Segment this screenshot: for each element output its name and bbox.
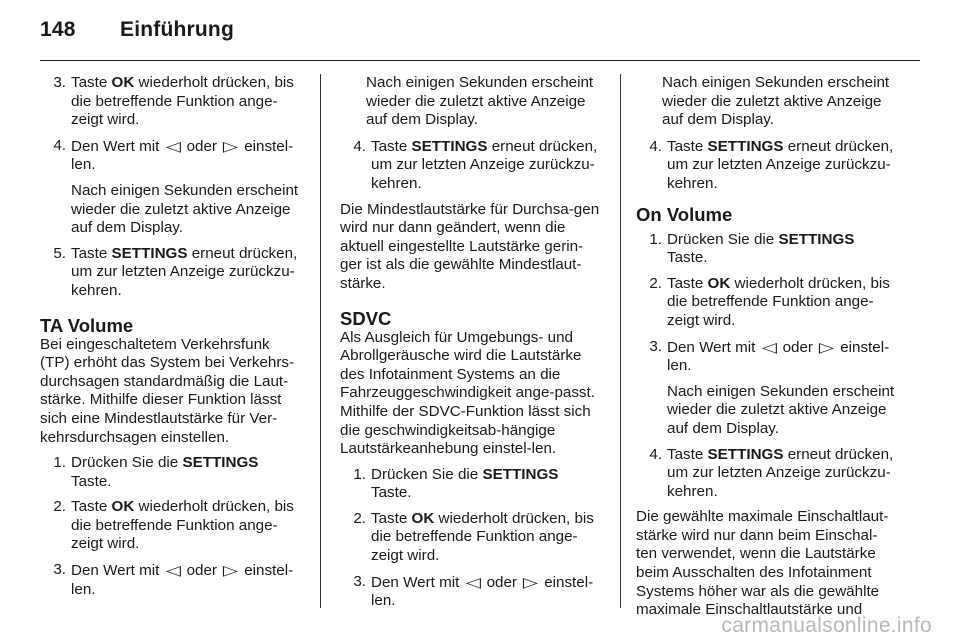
triangle-left-icon: ◁ [465, 573, 481, 590]
key-label-settings: SETTINGS [778, 230, 855, 248]
step-text: Den Wert mit ◁ oder ▷ einstel-len. [667, 338, 890, 375]
triangle-right-icon: ▷ [223, 137, 239, 154]
step-text: Den Wert mit ◁ oder ▷ einstel-len. [371, 573, 594, 610]
list-item [40, 561, 302, 599]
step-note: Nach einigen Sekunden erscheint wieder die zuletzt aktive Anzeige auf dem Display. [366, 74, 594, 129]
step-text: Taste SETTINGS erneut drücken, um zur letzten Anzeige zurückzu-kehren. [371, 137, 598, 192]
step-text: Taste OK wiederholt drücken, bis die betreffende Funktion ange-zeigt wird. [71, 74, 294, 129]
header-rule [40, 60, 920, 61]
key-label-ok: OK [707, 274, 731, 292]
key-label-settings: SETTINGS [707, 137, 784, 155]
paragraph: Die Mindestlautstärke für Durchsa-gen wird nur dann geändert, wenn die aktuell eingestellte Lautstärke gerin-ger ist als die gewählte Mindestlaut-stärke. [340, 200, 600, 292]
step-number: 4. [649, 445, 662, 463]
column-3 [636, 74, 898, 627]
triangle-left-icon: ◁ [165, 137, 181, 154]
section-title-sdvc: SDVC [340, 307, 392, 329]
list-item [40, 74, 302, 130]
list-item [40, 245, 302, 301]
key-label-ok: OK [111, 498, 135, 516]
step-number: 3. [53, 561, 66, 579]
step-number: 3. [649, 337, 662, 355]
key-label-settings: SETTINGS [707, 445, 784, 463]
column-1 [40, 74, 302, 606]
step-number: 2. [353, 509, 366, 527]
list-item [340, 138, 602, 194]
list-item [340, 466, 602, 503]
column-divider [620, 74, 621, 608]
step-text: Taste SETTINGS erneut drücken, um zur letzten Anzeige zurückzu-kehren. [71, 244, 298, 299]
key-label-settings: SETTINGS [182, 454, 259, 472]
key-label-settings: SETTINGS [482, 465, 559, 483]
step-text: Taste OK wiederholt drücken, bis die betreffende Funktion ange-zeigt wird. [667, 274, 890, 329]
step-number: 2. [53, 498, 66, 516]
page-title: Einführung [120, 18, 234, 41]
step-text: Drücken Sie die SETTINGS Taste. [667, 230, 855, 267]
step-number: 1. [649, 230, 662, 248]
page-header [40, 18, 234, 48]
column-divider [320, 74, 321, 608]
step-text: Taste OK wiederholt drücken, bis die betreffende Funktion ange-zeigt wird. [371, 509, 594, 565]
list-item [636, 446, 898, 502]
step-note: Nach einigen Sekunden erscheint wieder die zuletzt aktive Anzeige auf dem Display. [71, 181, 299, 237]
step-note: Nach einigen Sekunden erscheint wieder die zuletzt aktive Anzeige auf dem Display. [662, 74, 890, 129]
step-number: 4. [353, 137, 366, 155]
key-label-settings: SETTINGS [411, 137, 488, 155]
step-number: 3. [53, 74, 66, 91]
list-item [636, 275, 898, 331]
list-item [636, 338, 898, 439]
key-label-ok: OK [411, 509, 435, 527]
watermark: carmanualsonline.info [721, 614, 932, 637]
list-item [40, 137, 302, 238]
paragraph: Die gewählte maximale Einschaltlaut-stärke wird nur dann beim Einschal-ten verwendet, wenn die Lautstärke beim Ausschalten des Infotainment Systems höher war als die gewählte maximale Einschaltlautstärke und [636, 508, 889, 619]
step-number: 2. [649, 274, 662, 292]
list-item [40, 498, 302, 554]
step-text: Den Wert mit ◁ oder ▷ einstel-len. [71, 562, 294, 598]
key-label-settings: SETTINGS [111, 244, 188, 262]
list-item [340, 510, 602, 566]
step-text: Den Wert mit ◁ oder ▷ einstel-len. [71, 137, 294, 174]
step-text: Taste OK wiederholt drücken, bis die betreffende Funktion ange-zeigt wird. [71, 498, 294, 553]
section-title-ta-volume: TA Volume [40, 314, 134, 336]
column-2 [340, 74, 602, 618]
triangle-right-icon: ▷ [523, 573, 539, 590]
section-title-on-volume: On Volume [636, 203, 733, 225]
step-number: 3. [353, 572, 366, 590]
step-number: 1. [53, 454, 66, 472]
step-note: Nach einigen Sekunden erscheint wieder die zuletzt aktive Anzeige auf dem Display. [667, 382, 895, 437]
paragraph: Als Ausgleich für Umgebungs- und Abrollgeräusche wird die Lautstärke des Infotainment Systems an die Fahrzeuggeschwindigkeit ange-passt. Mithilfe der SDVC-Funktion lässt sich die geschwindigkeitsab-hängige Lautstärkeanhebung einstel-len. [340, 328, 595, 458]
list-item [40, 454, 302, 491]
triangle-right-icon: ▷ [223, 562, 239, 579]
list-item [636, 138, 898, 194]
triangle-right-icon: ▷ [819, 338, 835, 355]
step-number: 1. [353, 465, 366, 483]
step-number: 5. [53, 244, 66, 262]
step-text: Drücken Sie die SETTINGS Taste. [71, 454, 259, 490]
step-text: Taste SETTINGS erneut drücken, um zur letzten Anzeige zurückzu-kehren. [667, 137, 894, 192]
key-label-ok: OK [111, 74, 135, 91]
step-number: 4. [53, 136, 66, 154]
step-number: 4. [649, 137, 662, 155]
step-text: Drücken Sie die SETTINGS Taste. [371, 465, 559, 502]
page-number: 148 [40, 18, 76, 41]
step-text: Taste SETTINGS erneut drücken, um zur letzten Anzeige zurückzu-kehren. [667, 445, 894, 500]
paragraph: Bei eingeschaltetem Verkehrsfunk (TP) erhöht das System bei Verkehrs-durchsagen standardmäßig die Laut-stärke. Mithilfe dieser Funktion lässt sich eine Mindestlautstärke für Ver-kehrsdurchsagen einstellen. [40, 335, 295, 446]
list-item [340, 573, 602, 611]
triangle-left-icon: ◁ [761, 338, 777, 355]
list-item [636, 231, 898, 268]
triangle-left-icon: ◁ [165, 562, 181, 579]
